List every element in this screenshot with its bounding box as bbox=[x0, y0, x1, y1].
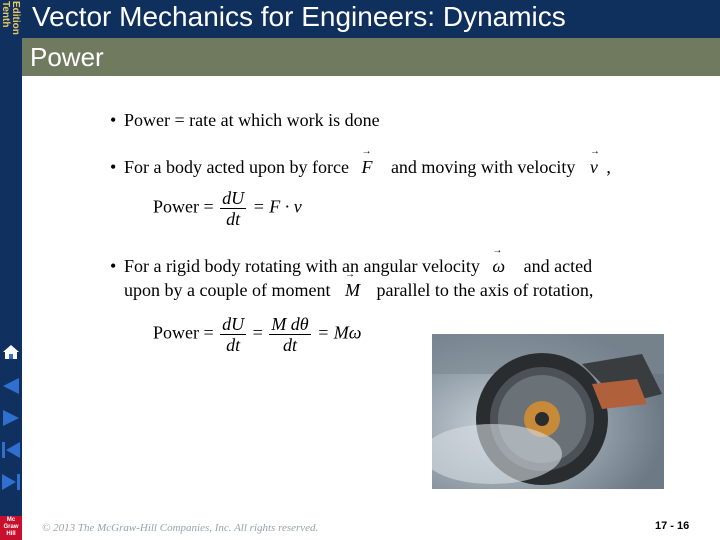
bullet-force-velocity: • For a body acted upon by force → F and moving with velocity → v , bbox=[110, 157, 611, 178]
bullet-power-definition: • Power = rate at which work is done bbox=[110, 110, 380, 130]
bullet-rigid-body: • For a rigid body rotating with an angular velocity → ω and acted bbox=[110, 256, 592, 277]
power-equation-moment: Power = $\frac{dU}{dt}$ = $\frac{\text{M dθ}}{dt}$ = Mω bbox=[153, 314, 362, 355]
fraction-du-dt bbox=[220, 188, 246, 229]
bullet-text: and moving with velocity bbox=[390, 157, 576, 177]
equation-rhs: = Mω bbox=[317, 322, 362, 343]
bullet-text: upon by a couple of moment bbox=[124, 280, 331, 300]
next-icon[interactable] bbox=[1, 406, 21, 430]
home-icon[interactable] bbox=[1, 340, 21, 364]
bullet-punctuation: , bbox=[606, 157, 611, 177]
equation-label: Power = bbox=[153, 196, 214, 217]
fraction-du-dt bbox=[220, 314, 246, 355]
bullet-rigid-body-continued bbox=[124, 280, 593, 301]
page-number: 17 - 16 bbox=[655, 520, 690, 532]
last-icon[interactable] bbox=[1, 470, 21, 494]
bullet-text: and acted bbox=[523, 256, 593, 276]
publisher-logo: Mc Graw Hill bbox=[0, 516, 22, 540]
fraction-numerator: M dθ bbox=[271, 314, 309, 334]
first-icon[interactable] bbox=[1, 438, 21, 462]
bullet-text: parallel to the axis of rotation, bbox=[376, 280, 594, 300]
angular-velocity-symbol: → ω bbox=[492, 256, 505, 277]
fraction-m-dtheta-dt bbox=[269, 314, 310, 355]
bullet-text: For a body acted upon by force bbox=[124, 157, 349, 177]
fraction-denominator: dt bbox=[282, 335, 297, 355]
bullet-text: Power = rate at which work is done bbox=[124, 110, 380, 130]
page-title: Vector Mechanics for Engineers: Dynamics bbox=[32, 1, 566, 32]
moment-vector-symbol: → M bbox=[345, 280, 360, 301]
fraction-denominator: dt bbox=[226, 209, 241, 229]
edition-line-1: Tenth bbox=[0, 1, 11, 28]
fraction-numerator: dU bbox=[222, 188, 245, 208]
copyright-notice: © 2013 The McGraw-Hill Companies, Inc. All rights reserved. bbox=[42, 522, 319, 534]
force-vector-symbol: → F bbox=[361, 157, 372, 178]
motorcycle-wheel-photo bbox=[432, 334, 664, 489]
subheader-bar bbox=[22, 38, 720, 76]
bullet-text: For a rigid body rotating with an angular velocity bbox=[124, 256, 480, 276]
edition-line-2: Edition bbox=[10, 1, 21, 35]
equation-label: Power = bbox=[153, 322, 214, 343]
fraction-numerator: dU bbox=[222, 314, 245, 334]
velocity-vector-symbol: → v bbox=[590, 157, 598, 178]
equation-rhs: = F · v bbox=[252, 196, 302, 217]
power-equation-force bbox=[153, 188, 302, 229]
slide-subtitle: Power bbox=[30, 42, 104, 72]
previous-icon[interactable] bbox=[1, 374, 21, 398]
edition-label bbox=[0, 0, 22, 44]
fraction-denominator: dt bbox=[226, 335, 241, 355]
